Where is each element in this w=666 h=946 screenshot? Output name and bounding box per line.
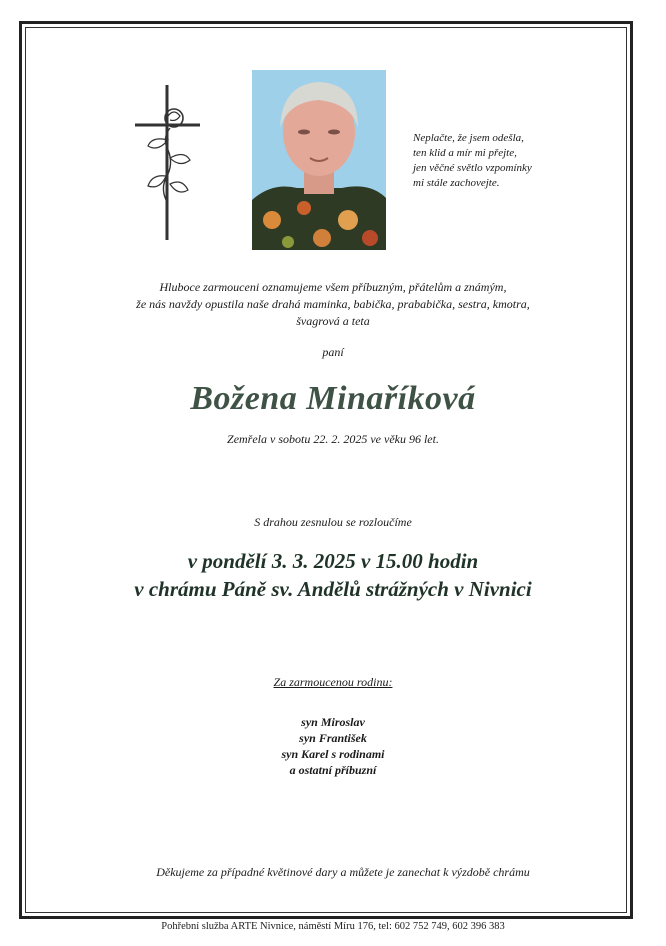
announcement-line: že nás navždy opustila naše drahá maminka, babička, prababička, sestra, kmotra, — [136, 297, 530, 311]
family-heading-text: Za zarmoucenou rodinu: — [273, 675, 393, 689]
announcement-line: švagrová a teta — [296, 314, 370, 328]
death-details: Zemřela v sobotu 22. 2. 2025 ve věku 96 let. — [227, 432, 439, 446]
announcement-text — [40, 279, 626, 330]
announcement-line: Hluboce zarmouceni oznamujeme všem příbuzným, přátelům a známým, — [159, 280, 507, 294]
ceremony-date-line: v pondělí 3. 3. 2025 v 15.00 hodin — [187, 549, 479, 573]
thanks-note: Děkujeme za případné květinové dary a můžete je zanechat k výzdobě chrámu — [156, 865, 530, 879]
title-word: paní — [322, 345, 344, 359]
poem-line: Neplačte, že jsem odešla, — [413, 132, 524, 144]
poem-verse — [413, 131, 613, 191]
portrait-photo — [252, 70, 386, 250]
ceremony-details — [0, 547, 666, 603]
family-heading — [0, 675, 666, 690]
ceremony-place-line: v chrámu Páně sv. Andělů strážných v Nivnici — [134, 577, 532, 601]
farewell-intro: S drahou zesnulou se rozloučíme — [254, 515, 412, 529]
cross-with-rose-icon — [130, 80, 210, 245]
poem-line: jen věčné světlo vzpomínky — [413, 162, 532, 174]
poem-line: ten klid a mír mi přejte, — [413, 147, 517, 159]
family-member: syn Miroslav — [301, 715, 365, 729]
family-member: syn Karel s rodinami — [281, 747, 385, 761]
family-member: a ostatní příbuzní — [289, 763, 377, 777]
family-member: syn František — [299, 731, 367, 745]
deceased-name: Božena Minaříková — [190, 380, 476, 417]
family-members — [0, 714, 666, 778]
funeral-service-footer: Pohřební služba ARTE Nivnice, náměstí Míru 176, tel: 602 752 749, 602 396 383 — [161, 921, 505, 932]
poem-line: mi stále zachovejte. — [413, 177, 500, 189]
